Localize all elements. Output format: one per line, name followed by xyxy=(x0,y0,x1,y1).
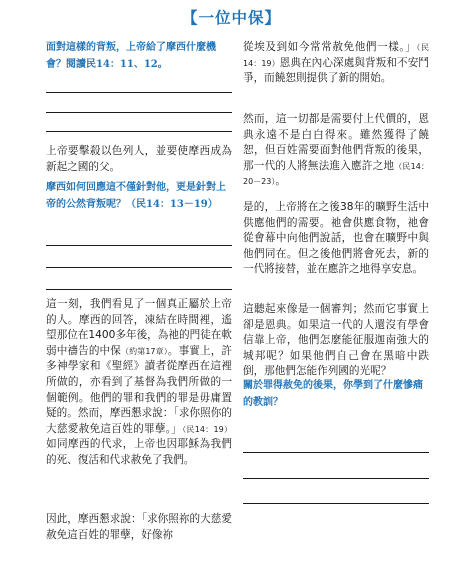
answer-line xyxy=(243,452,429,453)
question-3: 關於罪得赦免的後果，你學到了什麼慘痛的教訓？ xyxy=(243,380,423,408)
scripture-ref: （民14：20－23） xyxy=(243,161,430,187)
answer-line xyxy=(243,503,429,504)
scripture-ref: （民14：19） xyxy=(182,424,232,434)
scripture-ref: （民14：19） xyxy=(243,43,429,68)
paragraph-r2-text-a: 然而，這一切都是需要付上代價的，恩典永遠不是白白得來。雖然獲得了饒恕，但百姓需要面對他們背叛的後果，那一代的人將無法進入應許之地 xyxy=(243,113,429,172)
answer-line xyxy=(46,267,232,268)
paragraph-r2 xyxy=(243,112,429,190)
paragraph-3: 因此，摩西懇求說：「求你照祢的大慈愛赦免這百姓的罪孽，好像祢 xyxy=(46,513,232,541)
question-1: 面對這樣的背叛，上帝給了摩西什麼機會？閱讀民14：11、12。 xyxy=(46,42,216,70)
page-title: 【一位中保】 xyxy=(181,9,281,27)
paragraph-2 xyxy=(46,297,232,469)
answer-line xyxy=(46,92,232,93)
paragraph-r3: 是的，上帝將在之後38年的曠野生活中供應他們的需要。祂會供應食物，祂會從會幕中向他們說話，也會在曠野中與他們同在。但之後他們將會死去，新的一代將接替，並在應許之地得享安息。 xyxy=(243,201,429,276)
paragraph-1: 上帝要擊殺以色列人，並要使摩西成為新起之國的父。 xyxy=(46,145,232,173)
scripture-ref: （約第17章） xyxy=(120,346,168,356)
question-2: 摩西如何回應這不僅針對他，更是針對上帝的公然背叛呢？（民14：13－19） xyxy=(46,182,226,210)
answer-line xyxy=(46,131,232,132)
paragraph-r4: 這聽起來像是一個審判；然而它事實上卻是恩典。如果這一代的人還沒有學會信靠上帝，他們怎麼能征服迦南強大的城邦呢？如果他們自己會在黑暗中跌倒，那他們怎能作列國的光呢？ xyxy=(243,303,429,378)
answer-line xyxy=(243,478,429,479)
paragraph-2-text-c: 如同摩西的代求，上帝也因耶穌為我們的死、復活和代求赦免了我們。 xyxy=(46,438,232,466)
paragraph-r1 xyxy=(243,40,429,87)
paragraph-r1-text-a: 從埃及到如今常常赦免他們一樣。」 xyxy=(243,41,417,53)
paragraph-r1-text-b: 恩典在內心深處與背叛和不安鬥爭，而饒恕則提供了新的開始。 xyxy=(243,56,429,85)
paragraph-r2-text-b: 。 xyxy=(275,175,286,188)
answer-line xyxy=(46,245,232,246)
paragraph-2-text-b: 。事實上，許多神學家和《聖經》讀者從摩西在這裡所做的，亦看到了基督為我們所做的一個範例。他們的罪和我們的罪是毋庸置疑的。然而，摩西懇求說：「求你照你的大慈愛赦免這百姓的罪孽。」 xyxy=(46,344,233,435)
paragraph-2-text-a: 這一刻，我們看見了一個真正屬於上帝的人。摩西的回答，凍結在時間裡，遙望那位在1400多年後，為祂的門徒在軟弱中禱告的中保 xyxy=(46,298,232,357)
answer-line xyxy=(46,289,232,290)
answer-line xyxy=(46,112,232,113)
